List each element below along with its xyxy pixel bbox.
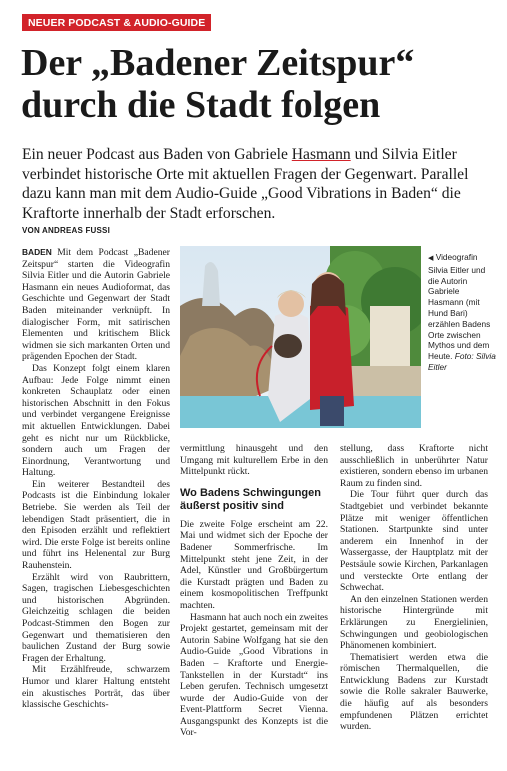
article-photo: [180, 246, 421, 428]
article-column-1: [22, 247, 170, 711]
lead-text-2: und Silvia Eitler verbindet historische Orte mit aktuellen Fragen der Gegenwart. Parallel dazu kann man mit dem Audio-Guide „Good Vibrations in Baden“ die Kraftorte innerhalb der Stadt erforschen.: [22, 146, 469, 222]
paragraph: Thematisiert werden etwa die römischen Thermalquellen, die Entwicklung Badens zur Kurstadt sowie die Rolle sakraler Bauwerke, die häufig auf als besonders empfundenen Plätzen errichtet wurden.: [340, 651, 488, 733]
caption-arrow-icon: ◀: [428, 255, 434, 262]
article-column-3: [340, 443, 488, 733]
photo-illustration: [180, 246, 421, 428]
paragraph: Die zweite Folge erscheint am 22. Mai und widmet sich der Epoche der Badener Sommerfrische. Im Mittelpunkt steht jene Zeit, in der Adel, Künstler und Großbürgertum die Kurstadt prägten und Baden zu einem kosmopolitischen Treffpunkt machten.: [180, 518, 328, 611]
paragraph: Mit Erzählfreude, schwarzem Humor und klarer Haltung entsteht ein akustisches Porträt, das über klassische Geschichts-: [22, 664, 170, 711]
paragraph: An den einzelnen Stationen werden historische Hintergründe mit Erklärungen zu Energielinien, Schwingungen und geobiologischen Phänomenen kombiniert.: [340, 593, 488, 652]
caption-text: Videografin Silvia Eitler und die Autorin Gabriele Hasmann (mit Hund Bari) erzählen Badens Orte zwischen Mythos und dem Heute.: [428, 252, 491, 362]
photo-credit: Foto: Silvia Eitler: [428, 351, 496, 372]
lead-paragraph: [22, 145, 494, 223]
paragraph-text: Mit dem Podcast „Badener Zeitspur“ starten die Videografin Silvia Eitler und die Autorin Gabriele Hasmann ein neues Audioformat, das Geschichte und Gegenwart der Stadt Baden miteinander verknüpft. In dialogischer Form, mit satirischen Elementen und kritischem Blick widmen sie sich markanten Orten und prägenden Epochen der Stadt.: [22, 247, 170, 363]
dateline-location: BADEN: [22, 247, 52, 257]
paragraph: [22, 247, 170, 363]
article-column-2: [180, 443, 328, 739]
headline: [21, 42, 491, 126]
paragraph: Das Konzept folgt einem klaren Aufbau: Jede Folge nimmt einen konkreten Schauplatz oder einen historischen Abschnitt in den Fokus und verbindet vergangene Ereignisse mit aktuellen Entwicklungen. Dabei geht es nicht nur um Rückblicke, sondern auch um Fragen der Einordnung, Verantwortung und Haltung.: [22, 362, 170, 479]
paragraph: Die Tour führt quer durch das Stadtgebiet und verbindet bekannte Plätze mit weniger öffentlichen Stationen. Startpunkte sind unter anderem ein Innenhof in der Wassergasse, der Hauptplatz mit der Pestsäule sowie Kirchen, Parkanlagen und versteckte Orte entlang der Schwechat.: [340, 489, 488, 594]
paragraph: Ein weiterer Bestandteil des Podcasts ist die Einbindung lokaler Betriebe. Sie werden als Teil der lebendigen Stadt präsentiert, die in den Episoden erzählt und reflektiert wird. Die erste Folge ist bereits online und führt ins Helenental zur Burg Rauhenstein.: [22, 478, 170, 572]
paragraph: Hasmann hat auch noch ein zweites Projekt gestartet, gemeinsam mit der Autorin Sabine Wolfgang hat sie den Audio-Guide „Good Vibrations in Baden – Kraftorte und Energie-Tankstellen in der Kurstadt“ ins Leben gerufen. Technisch umgesetzt wurde der Audio-Guide von der Event-Plattform Secret Vienna. Ausgangspunkt des Konzepts ist die Vor-: [180, 611, 328, 739]
headline-line-1: Der „Badener Zeitspur“: [21, 42, 415, 84]
paragraph: stellung, dass Kraftorte nicht ausschließlich in unberührter Natur existieren, sondern ebenso im urbanen Raum zu finden sind.: [340, 443, 488, 489]
paragraph: Erzählt wird von Raubrittern, Sagen, tragischen Liebesgeschichten und historischen Abgründen. Gleichzeitig schlagen die beiden Podcast-Stimmen den Bogen zur Gegenwart und thematisieren den baulichen Zustand der Burg sowie Fragen der Erhaltung.: [22, 571, 170, 664]
paragraph: vermittlung hinausgeht und den Umgang mit kulturellem Erbe in den Mittelpunkt rückt.: [180, 443, 328, 478]
section-kicker: NEUER PODCAST & AUDIO-GUIDE: [22, 14, 211, 31]
headline-line-2: durch die Stadt folgen: [21, 84, 381, 126]
byline: VON ANDREAS FUSSI: [22, 226, 111, 235]
photo-caption: [428, 252, 496, 373]
lead-text-1: Ein neuer Podcast aus Baden von Gabriele: [22, 146, 292, 163]
subheading: Wo Badens Schwingungen äußerst positiv sind: [180, 486, 321, 512]
lead-underlined-name: Hasmann: [291, 146, 351, 163]
